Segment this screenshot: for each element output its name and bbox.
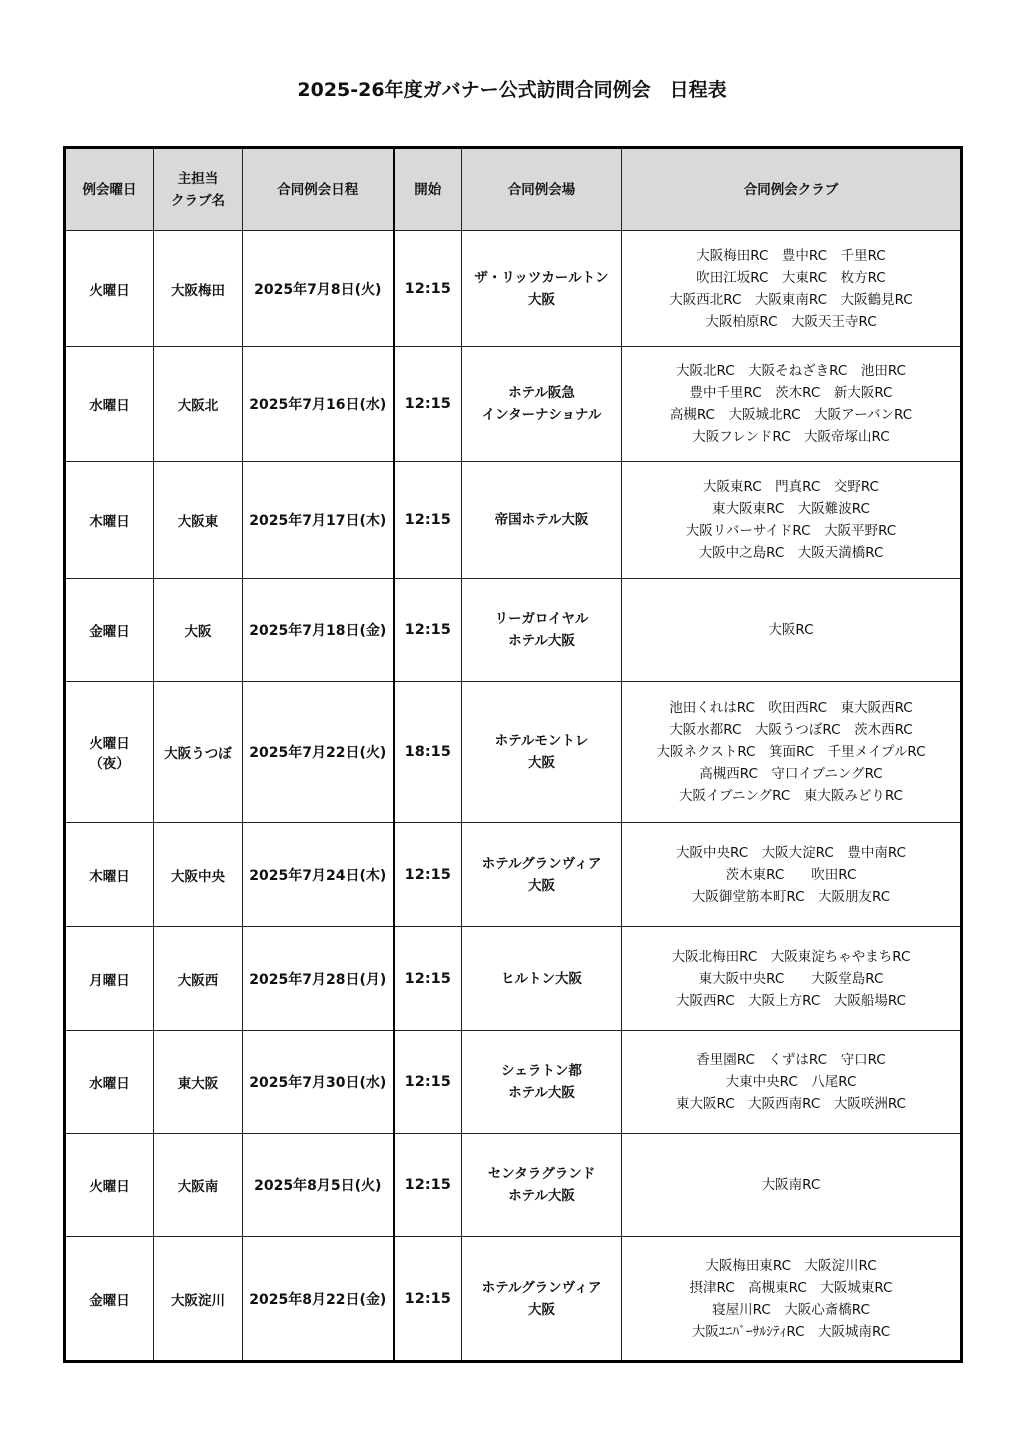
host-club-cell: 大阪東 — [154, 462, 243, 579]
host-club-cell: 大阪 — [154, 579, 243, 682]
date-cell: 2025年8月5日(火) — [243, 1134, 394, 1237]
venue-line: シェラトン都 — [501, 1063, 582, 1079]
weekday-line: （夜） — [89, 756, 130, 772]
club-line: 東大阪東RC 大阪難波RC — [712, 501, 870, 517]
start-time-cell: 12:15 — [394, 927, 462, 1031]
venue-line: 大阪 — [528, 291, 555, 308]
clubs-cell — [622, 1031, 962, 1134]
club-line: 大阪ﾕﾆﾊﾞｰｻﾙｼﾃｨRC 大阪城南RC — [691, 1323, 891, 1340]
venue-line: センタラグランド — [487, 1166, 596, 1182]
venue-line: ヒルトン大阪 — [501, 970, 582, 987]
date-cell: 2025年7月8日(火) — [243, 231, 394, 347]
date-cell: 2025年7月30日(水) — [243, 1031, 394, 1134]
club-line: 大阪梅田東RC 大阪淀川RC — [705, 1257, 877, 1274]
weekday-cell — [65, 823, 154, 927]
schedule-table — [63, 146, 963, 1363]
host-club-cell: 大阪西 — [154, 927, 243, 1031]
venue-line: ザ・リッツカールトン — [474, 269, 609, 286]
venue-line: ホテル阪急 — [508, 385, 575, 401]
table-row — [65, 1134, 962, 1237]
venue-cell — [462, 1031, 622, 1134]
club-line: 大阪中之島RC 大阪天満橋RC — [698, 545, 884, 561]
venue-line: ホテルグランヴィア — [481, 855, 602, 872]
club-line: 大阪北梅田RC 大阪東淀ちゃやまちRC — [671, 948, 911, 965]
venue-cell — [462, 1134, 622, 1237]
club-line: 大東中央RC 八尾RC — [725, 1074, 857, 1090]
weekday-line: 木曜日 — [89, 514, 130, 530]
weekday-line: 水曜日 — [89, 398, 130, 414]
start-time-cell: 12:15 — [394, 1134, 462, 1237]
club-line: 吹田江坂RC 大東RC 枚方RC — [696, 269, 886, 286]
weekday-line: 金曜日 — [89, 624, 130, 640]
weekday-cell — [65, 462, 154, 579]
weekday-line: 火曜日 — [89, 736, 130, 752]
club-line: 大阪梅田RC 豊中RC 千里RC — [696, 247, 886, 264]
venue-cell — [462, 347, 622, 462]
table-row — [65, 823, 962, 927]
page-title: 2025-26年度ガバナー公式訪問合同例会 日程表 — [297, 79, 727, 101]
date-cell: 2025年7月24日(木) — [243, 823, 394, 927]
venue-line: 大阪 — [528, 877, 555, 894]
club-line: 大阪柏原RC 大阪天王寺RC — [705, 313, 877, 330]
clubs-cell — [622, 927, 962, 1031]
host-club-cell: 大阪南 — [154, 1134, 243, 1237]
club-line: 池田くれはRC 吹田西RC 東大阪西RC — [669, 700, 913, 716]
club-line: 大阪西北RC 大阪東南RC 大阪鶴見RC — [669, 291, 913, 308]
host-club-cell: 大阪淀川 — [154, 1237, 243, 1362]
header-start: 開始 — [394, 148, 462, 231]
weekday-line: 月曜日 — [89, 972, 130, 989]
club-line: 大阪RC — [768, 622, 814, 638]
club-line: 大阪中央RC 大阪大淀RC 豊中南RC — [676, 844, 906, 861]
venue-line: リーガロイヤル — [494, 611, 589, 627]
venue-line: ホテル大阪 — [508, 1085, 575, 1101]
date-cell: 2025年8月22日(金) — [243, 1237, 394, 1362]
clubs-cell — [622, 823, 962, 927]
venue-cell — [462, 462, 622, 579]
weekday-cell — [65, 682, 154, 823]
club-line: 東大阪中央RC 大阪堂島RC — [698, 970, 884, 987]
host-club-cell: 大阪梅田 — [154, 231, 243, 347]
table-row — [65, 462, 962, 579]
club-line: 豊中千里RC 茨木RC 新大阪RC — [689, 385, 893, 401]
venue-cell — [462, 682, 622, 823]
table-row — [65, 1237, 962, 1362]
start-time-cell: 12:15 — [394, 579, 462, 682]
clubs-cell — [622, 231, 962, 347]
club-line: 大阪フレンドRC 大阪帝塚山RC — [692, 429, 890, 445]
header-date: 合同例会日程 — [243, 148, 394, 231]
venue-cell — [462, 579, 622, 682]
weekday-cell — [65, 1031, 154, 1134]
header-row — [65, 148, 962, 231]
club-line: 摂津RC 高槻東RC 大阪城東RC — [689, 1279, 893, 1296]
start-time-cell: 12:15 — [394, 1237, 462, 1362]
start-time-cell: 12:15 — [394, 347, 462, 462]
club-line: 茨木東RC 吹田RC — [725, 866, 857, 883]
venue-line: 大阪 — [528, 1301, 555, 1318]
club-line: 大阪リバーサイドRC 大阪平野RC — [685, 523, 897, 539]
date-cell: 2025年7月16日(水) — [243, 347, 394, 462]
start-time-cell: 12:15 — [394, 823, 462, 927]
start-time-cell: 12:15 — [394, 231, 462, 347]
clubs-cell — [622, 579, 962, 682]
club-line: 大阪ネクストRC 箕面RC 千里メイプルRC — [656, 744, 926, 760]
host-club-cell: 東大阪 — [154, 1031, 243, 1134]
club-line: 大阪御堂筋本町RC 大阪朋友RC — [691, 888, 891, 905]
header-host-line1: 主担当 — [177, 170, 219, 187]
header-clubs: 合同例会クラブ — [622, 148, 962, 231]
venue-cell — [462, 231, 622, 347]
club-line: 寝屋川RC 大阪心斎橋RC — [712, 1301, 870, 1318]
venue-cell — [462, 1237, 622, 1362]
club-line: 香里園RC くずはRC 守口RC — [696, 1052, 886, 1068]
club-line: 大阪北RC 大阪そねざきRC 池田RC — [676, 363, 906, 379]
start-time-cell: 12:15 — [394, 462, 462, 579]
table-row — [65, 347, 962, 462]
table-row — [65, 579, 962, 682]
venue-line: ホテルグランヴィア — [481, 1279, 602, 1296]
table-row — [65, 927, 962, 1031]
weekday-line: 金曜日 — [89, 1292, 130, 1309]
venue-cell — [462, 927, 622, 1031]
venue-line: インターナショナル — [481, 407, 602, 423]
table-row — [65, 1031, 962, 1134]
weekday-cell — [65, 1237, 154, 1362]
weekday-cell — [65, 231, 154, 347]
clubs-cell — [622, 462, 962, 579]
date-cell: 2025年7月18日(金) — [243, 579, 394, 682]
host-club-cell: 大阪うつぼ — [154, 682, 243, 823]
clubs-cell — [622, 1134, 962, 1237]
host-club-cell: 大阪中央 — [154, 823, 243, 927]
club-line: 大阪イブニングRC 東大阪みどりRC — [679, 788, 903, 804]
weekday-line: 水曜日 — [89, 1076, 130, 1092]
table-row — [65, 231, 962, 347]
club-line: 大阪西RC 大阪上方RC 大阪船場RC — [676, 992, 906, 1009]
clubs-cell — [622, 347, 962, 462]
weekday-line: 火曜日 — [89, 282, 130, 299]
club-line: 高槻西RC 守口イブニングRC — [699, 766, 883, 782]
club-line: 大阪南RC — [761, 1177, 821, 1193]
weekday-line: 木曜日 — [89, 868, 130, 885]
club-line: 高槻RC 大阪城北RC 大阪アーバンRC — [669, 407, 913, 423]
weekday-cell — [65, 927, 154, 1031]
date-cell: 2025年7月28日(月) — [243, 927, 394, 1031]
header-host-line2: クラブ名 — [171, 192, 225, 209]
clubs-cell — [622, 1237, 962, 1362]
weekday-line: 火曜日 — [89, 1179, 130, 1195]
club-line: 大阪東RC 門真RC 交野RC — [703, 479, 879, 495]
date-cell: 2025年7月22日(火) — [243, 682, 394, 823]
club-line: 大阪水都RC 大阪うつぼRC 茨木西RC — [669, 722, 913, 738]
venue-line: ホテルモントレ — [494, 733, 589, 749]
header-venue: 合同例会場 — [462, 148, 622, 231]
table-row — [65, 682, 962, 823]
weekday-cell — [65, 347, 154, 462]
venue-cell — [462, 823, 622, 927]
header-weekday: 例会曜日 — [65, 148, 154, 231]
clubs-cell — [622, 682, 962, 823]
weekday-cell — [65, 579, 154, 682]
venue-line: ホテル大阪 — [508, 1188, 575, 1204]
venue-line: 大阪 — [528, 755, 555, 771]
start-time-cell: 18:15 — [394, 682, 462, 823]
host-club-cell: 大阪北 — [154, 347, 243, 462]
date-cell: 2025年7月17日(木) — [243, 462, 394, 579]
club-line: 東大阪RC 大阪西南RC 大阪咲洲RC — [676, 1096, 906, 1112]
weekday-cell — [65, 1134, 154, 1237]
header-host-club — [154, 148, 243, 231]
venue-line: 帝国ホテル大阪 — [494, 512, 589, 528]
venue-line: ホテル大阪 — [508, 633, 575, 649]
start-time-cell: 12:15 — [394, 1031, 462, 1134]
